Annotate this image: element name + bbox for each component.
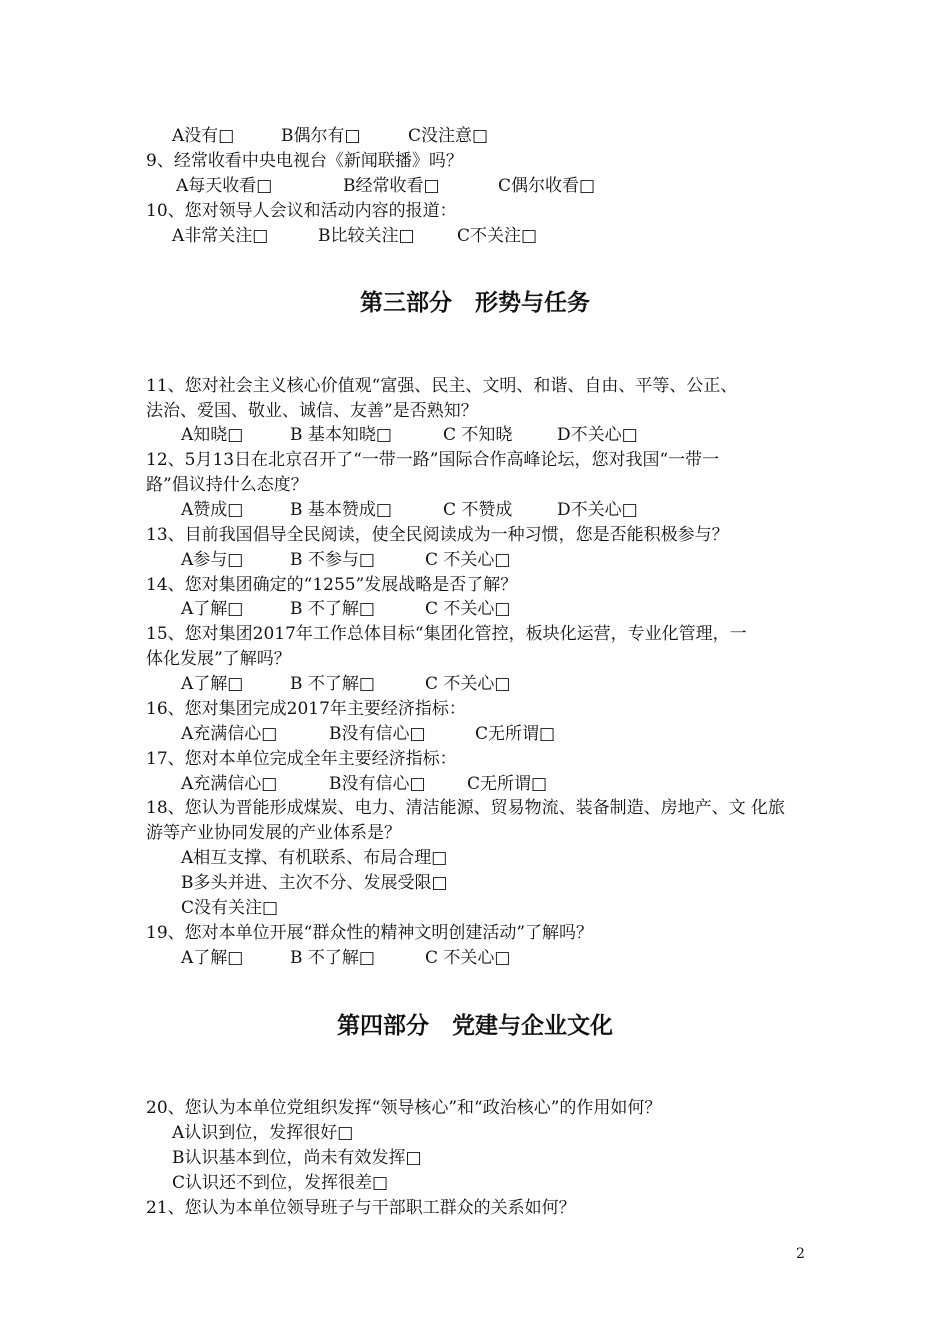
option-c: C 不关心□ xyxy=(425,948,511,968)
option-b: B 不了解□ xyxy=(290,948,375,968)
option-a: A参与□ xyxy=(181,550,244,570)
page-number: 2 xyxy=(796,1246,805,1262)
option-a: A充满信心□ xyxy=(181,774,278,794)
option-a: A了解□ xyxy=(181,674,244,694)
option-b: B没有信心□ xyxy=(329,724,426,744)
question-text-line1: 15、您对集团2017年工作总体目标“集团化管控，板块化运营，专业化管理，一 xyxy=(146,624,747,644)
option-b: B 不了解□ xyxy=(290,599,375,619)
option-b: B没有信心□ xyxy=(329,774,426,794)
question-text: 20、您认为本单位党组织发挥“领导核心”和“政治核心”的作用如何？ xyxy=(146,1098,662,1118)
option-d: D不关心□ xyxy=(557,500,638,520)
question-text-line2: 法治、爱国、敬业、诚信、友善”是否熟知？ xyxy=(146,401,478,421)
question-text-line1: 11、您对社会主义核心价值观“富强、民主、文明、和谐、自由、平等、公正、 xyxy=(146,376,738,396)
option-c: C 不赞成 xyxy=(443,500,513,520)
option-c: C不关注□ xyxy=(457,226,538,246)
question-text-line2: 游等产业协同发展的产业体系是？ xyxy=(146,823,401,843)
option-a: A充满信心□ xyxy=(181,724,278,744)
question-text: 14、您对集团确定的“1255”发展战略是否了解？ xyxy=(146,575,518,595)
question-text-line2: 体化发展”了解吗？ xyxy=(146,649,291,669)
option-a: A每天收看□ xyxy=(176,176,273,196)
question-text: 17、您对本单位完成全年主要经济指标： xyxy=(146,749,457,769)
option-c: C没注意□ xyxy=(408,126,489,146)
option-b: B经常收看□ xyxy=(343,176,440,196)
question-text-line1: 12、5月13日在北京召开了“一带一路”国际合作高峰论坛，您对我国“一带一 xyxy=(146,450,720,470)
section-heading-3: 第三部分 形势与任务 xyxy=(360,290,590,316)
option-a: A了解□ xyxy=(181,599,244,619)
question-text-line2: 路”倡议持什么态度？ xyxy=(146,475,308,495)
section-heading-4: 第四部分 党建与企业文化 xyxy=(337,1013,613,1039)
option-c: C无所谓□ xyxy=(475,724,556,744)
question-text: 13、目前我国倡导全民阅读，使全民阅读成为一种习惯，您是否能积极参与？ xyxy=(146,525,729,545)
option-c: C偶尔收看□ xyxy=(498,176,596,196)
option-b: B多头并进、主次不分、发展受限□ xyxy=(181,873,448,893)
option-a: A认识到位，发挥很好□ xyxy=(172,1123,354,1143)
option-a: A非常关注□ xyxy=(172,226,269,246)
question-text-line1: 18、您认为晋能形成煤炭、电力、清洁能源、贸易物流、装备制造、房地产、文 化旅 xyxy=(146,798,786,818)
option-c: C 不关心□ xyxy=(425,550,511,570)
option-a: A知晓□ xyxy=(181,425,244,445)
option-b: B 不参与□ xyxy=(290,550,375,570)
option-c: C认识还不到位，发挥很差□ xyxy=(172,1173,389,1193)
option-b: B比较关注□ xyxy=(318,226,415,246)
question-text: 21、您认为本单位领导班子与干部职工群众的关系如何？ xyxy=(146,1198,576,1218)
option-c: C 不关心□ xyxy=(425,674,511,694)
option-a: A没有□ xyxy=(172,126,235,146)
question-text: 16、您对集团完成2017年主要经济指标： xyxy=(146,699,466,719)
option-c: C 不关心□ xyxy=(425,599,511,619)
option-b: B认识基本到位，尚未有效发挥□ xyxy=(172,1148,422,1168)
option-b: B 不了解□ xyxy=(290,674,375,694)
question-text: 10、您对领导人会议和活动内容的报道： xyxy=(146,201,457,221)
option-a: A赞成□ xyxy=(181,500,244,520)
option-a: A相互支撑、有机联系、布局合理□ xyxy=(181,848,448,868)
option-c: C 不知晓 xyxy=(443,425,513,445)
option-c: C没有关注□ xyxy=(181,898,279,918)
question-text: 9、经常收看中央电视台《新闻联播》吗？ xyxy=(146,151,463,171)
option-d: D不关心□ xyxy=(557,425,638,445)
option-b: B 基本知晓□ xyxy=(290,425,392,445)
option-c: C无所谓□ xyxy=(467,774,548,794)
question-text: 19、您对本单位开展“群众性的精神文明创建活动”了解吗？ xyxy=(146,923,594,943)
option-b: B 基本赞成□ xyxy=(290,500,392,520)
option-a: A了解□ xyxy=(181,948,244,968)
option-b: B偶尔有□ xyxy=(281,126,361,146)
